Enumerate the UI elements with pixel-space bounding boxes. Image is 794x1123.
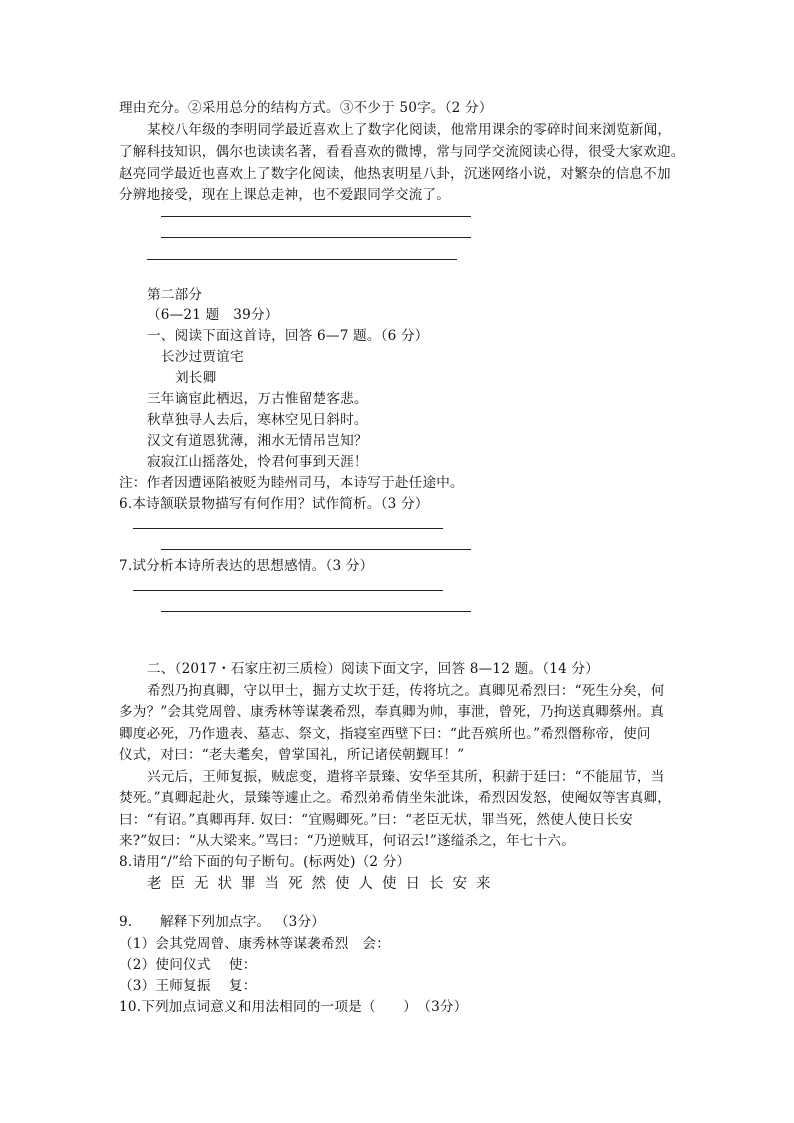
poem-line: 寂寂江山摇落处，怜君何事到天涯！ — [147, 454, 368, 470]
answer-line[interactable] — [161, 237, 471, 238]
punctuation-sentence: 老臣无状罪当死然使人使日长安来 — [147, 876, 500, 892]
part-title: 第二部分 — [147, 287, 203, 303]
poem-note: 注：作者因遭诬陷被贬为睦州司马，本诗写于赴任途中。 — [119, 475, 464, 491]
text-line: 卿度必死，乃作遗表、墓志、祭文，指寝室西壁下曰：“此吾殡所也。”希烈僭称帝，使问 — [119, 726, 651, 742]
question-8: 8.请用“/”给下面的句子断句。(标两处)（2 分） — [119, 854, 411, 870]
answer-line[interactable] — [133, 528, 443, 529]
answer-line[interactable] — [133, 590, 443, 591]
answer-line[interactable] — [147, 259, 457, 260]
question-6: 6.本诗颔联景物描写有何作用？试作简析。（3 分） — [119, 496, 429, 512]
answer-line[interactable] — [161, 611, 471, 612]
poem-line: 三年谪宦此栖迟，万古惟留楚客悲。 — [147, 391, 368, 407]
text-line: 兴元后，王师复振，贼虑变，遣将辛景臻、安华至其所，积薪于廷曰：“不能屈节，当 — [147, 769, 665, 785]
poem-title: 长沙过贾谊宅 — [161, 349, 244, 365]
part-range: （6—21 题 39分） — [147, 307, 279, 323]
poem-line: 汉文有道恩犹薄，湘水无情吊岂知？ — [147, 433, 368, 449]
answer-line[interactable] — [161, 216, 471, 217]
intro-para-line: 了解科技知识，偶尔也读读名著，看看喜欢的微博，常与同学交流阅读心得，很受大家欢迎。 — [119, 144, 685, 160]
text-line: 多为？”会其党周曾、康秀林等谋袭希烈，奉真卿为帅，事泄，曾死，乃拘送真卿蔡州。真 — [119, 704, 665, 720]
question-9-item: （2）使问仪式 使： — [119, 957, 257, 973]
intro-para-line: 赵亮同学最近也喜欢上了数字化阅读，他热衷明星八卦，沉迷网络小说，对繁杂的信息不加 — [119, 166, 671, 182]
question-heading: 一、阅读下面这首诗，回答 6—7 题。（6 分） — [147, 328, 429, 344]
question-9: 9. 解释下列加点字。 （3分） — [119, 914, 326, 930]
text-line: 焚死。”真卿起赴火，景臻等遽止之。希烈弟希倩坐朱泚诛，希烈因发怒，使阉奴等害真卿， — [119, 790, 672, 806]
text-line: 希烈乃拘真卿，守以甲士，掘方丈坎于廷，传将坑之。真卿见希烈曰：“死生分矣，何 — [147, 683, 665, 699]
text-line: 仪式，对曰：“老夫耄矣，曾掌国礼，所记诸侯朝觐耳！” — [119, 747, 465, 763]
intro-para-line: 某校八年级的李明同学最近喜欢上了数字化阅读，他常用课余的零碎时间来浏览新闻， — [147, 122, 672, 138]
poem-line: 秋草独寻人去后，寒林空见日斜时。 — [147, 412, 368, 428]
question-10: 10.下列加点词意义和用法相同的一项是（ ） （3分） — [119, 999, 468, 1015]
intro-para-line: 分辨地接受，现在上课总走神，也不爱跟同学交流了。 — [119, 187, 451, 203]
text-line: 来?”奴曰：“从大梁来。”骂曰：“乃逆贼耳，何诏云!”遂缢杀之，年七十六。 — [119, 833, 575, 849]
intro-line: 理由充分。②采用总分的结构方式。③不少于 50字。（2 分） — [119, 100, 493, 116]
question-7: 7.试分析本诗所表达的思想感情。（3 分） — [119, 558, 374, 574]
question-9-item: （1）会其党周曾、康秀林等谋袭希烈 会： — [119, 936, 390, 952]
answer-line[interactable] — [161, 549, 471, 550]
poem-author: 刘长卿 — [175, 370, 217, 386]
question-9-item: （3）王师复振 复： — [119, 978, 257, 994]
section-heading: 二、（2017・石家庄初三质检）阅读下面文字，回答 8—12 题。（14 分） — [147, 661, 600, 677]
text-line: 曰：“有诏。”真卿再拜. 奴曰：“宜赐卿死。”曰：“老臣无状，罪当死，然使人使日长安 — [119, 812, 633, 828]
